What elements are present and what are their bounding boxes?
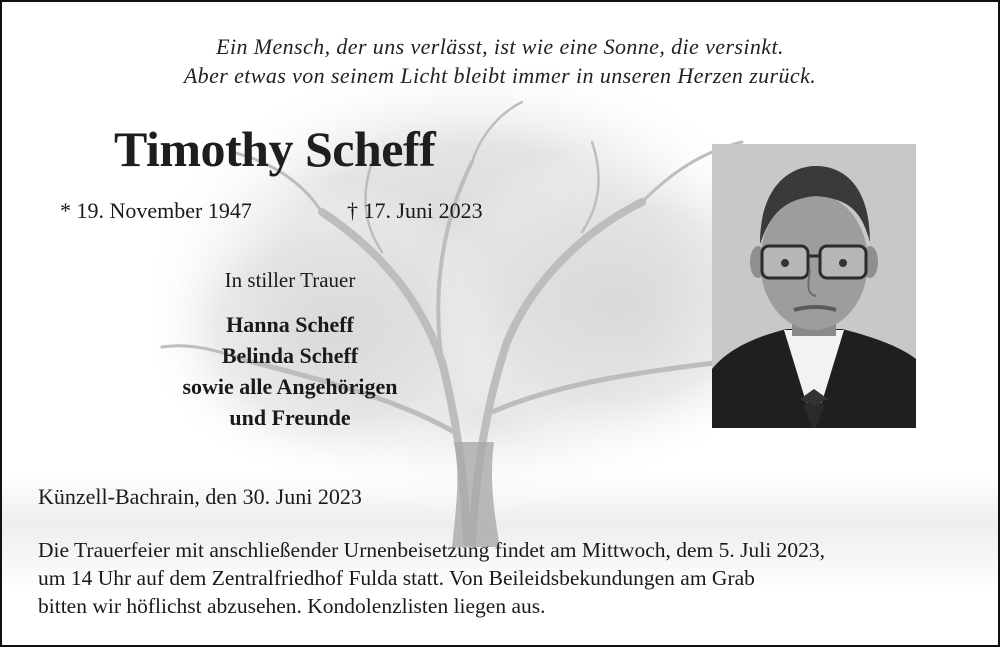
motto-line-2: Aber etwas von seinem Licht bleibt immer in unseren Herzen zurück. [183, 63, 817, 88]
portrait-photo [712, 144, 916, 428]
mourners-intro: In stiller Trauer [224, 268, 356, 292]
mourners-block [110, 268, 470, 433]
ceremony-line-1: Die Trauerfeier mit anschließender Urnenbeisetzung findet am Mittwoch, dem 5. Juli 2023, [38, 538, 825, 562]
mourner-name: und Freunde [229, 405, 351, 430]
motto-line-1: Ein Mensch, der uns verlässt, ist wie eine Sonne, die versinkt. [216, 34, 784, 59]
birth-date: * 19. November 1947 [60, 198, 252, 223]
mourner-name: Belinda Scheff [221, 343, 359, 368]
deceased-name: Timothy Scheff [114, 121, 436, 177]
ceremony-text [38, 536, 825, 620]
motto [2, 32, 998, 90]
death-date: † 17. Juni 2023 [347, 198, 483, 223]
ceremony-line-3: bitten wir höflichst abzusehen. Kondolenzlisten liegen aus. [38, 594, 546, 618]
portrait-illustration [712, 144, 916, 428]
mourners-list [110, 309, 470, 433]
mourner-name: sowie alle Angehörigen [182, 374, 398, 399]
mourner-name: Hanna Scheff [226, 312, 354, 337]
place-and-date: Künzell-Bachrain, den 30. Juni 2023 [38, 484, 362, 509]
ceremony-line-2: um 14 Uhr auf dem Zentralfriedhof Fulda statt. Von Beileidsbekundungen am Grab [38, 566, 755, 590]
